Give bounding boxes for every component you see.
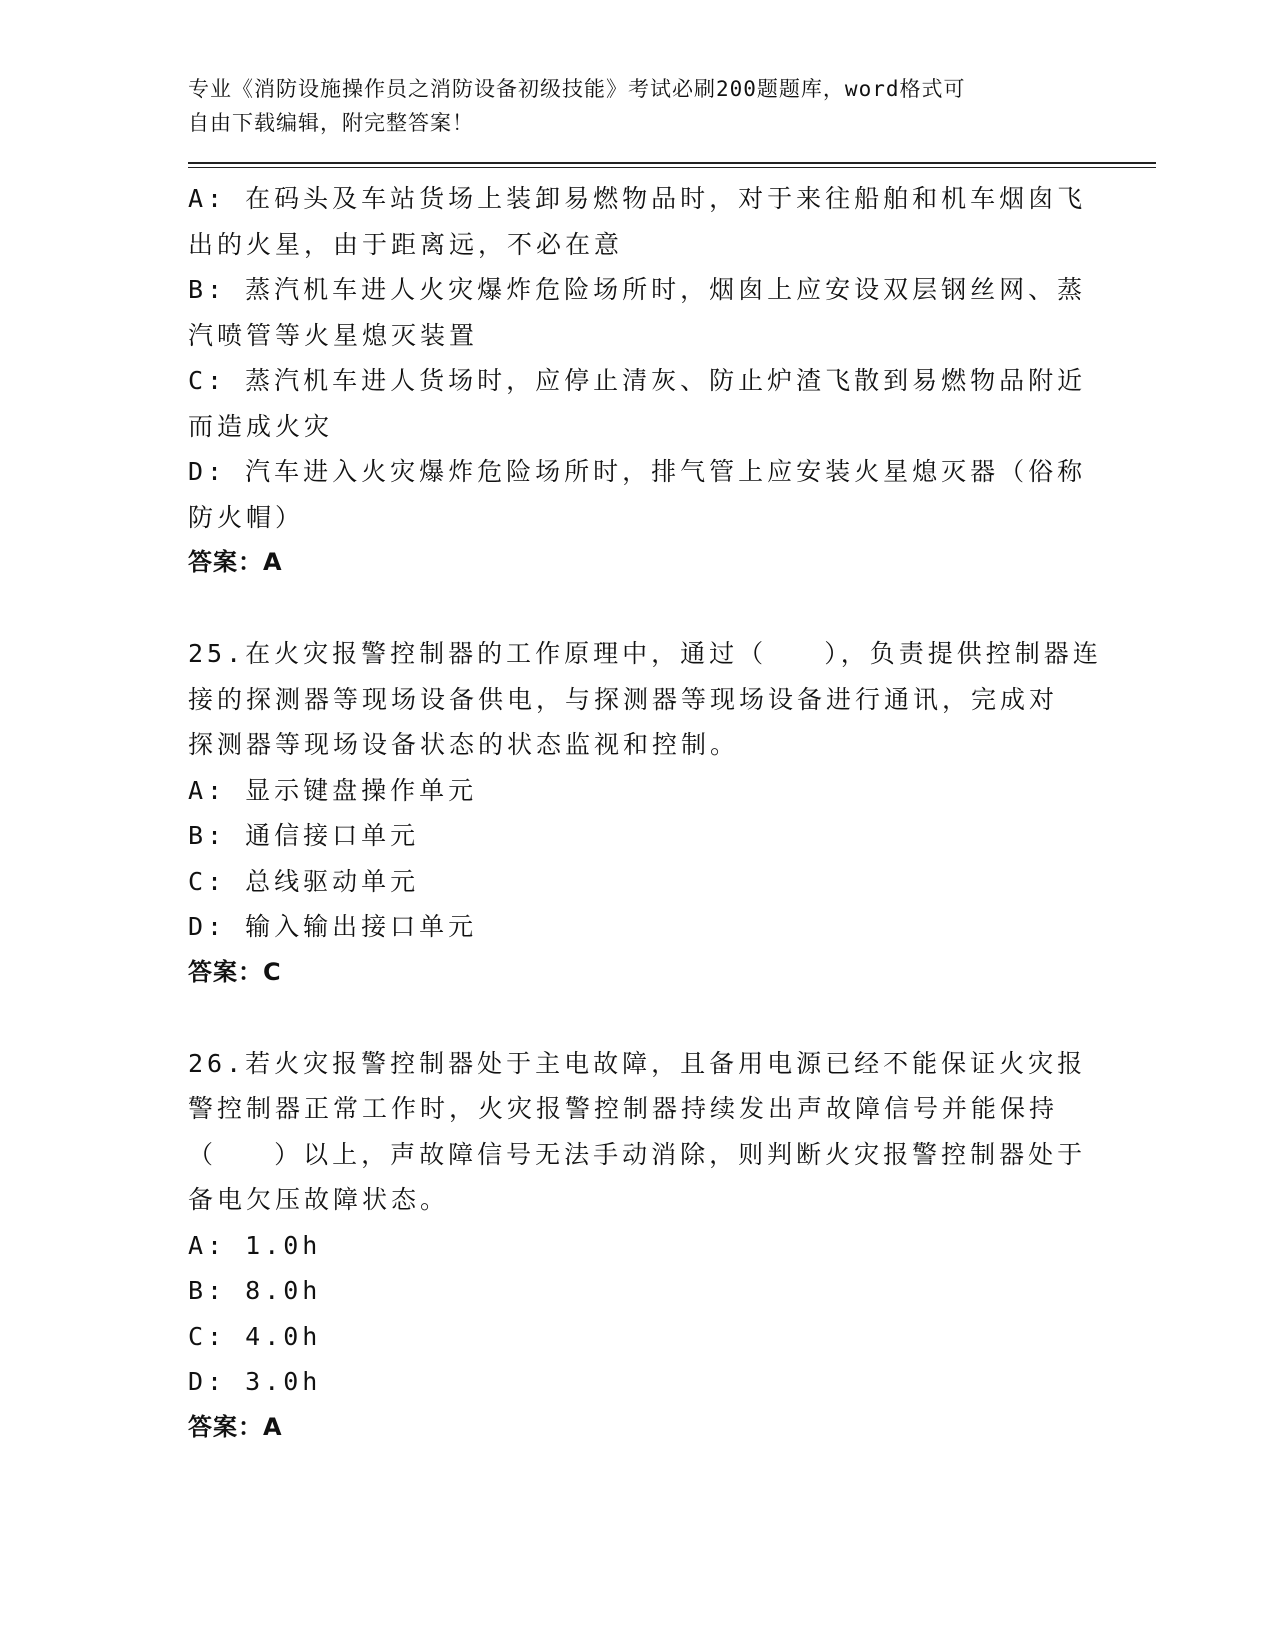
question-list (188, 176, 1102, 1450)
question-spacer (188, 586, 1068, 632)
question-24 (188, 176, 1087, 586)
option-b: B: 8.0h (188, 1276, 322, 1305)
option-a-line-1: A: 在码头及车站货场上装卸易燃物品时，对于来往船舶和机车烟囱飞 (188, 184, 1087, 213)
header-divider (188, 162, 1156, 168)
option-a: A: 显示键盘操作单元 (188, 775, 478, 805)
header-title-line-1: 专业《消防设施操作员之消防设备初级技能》考试必刷200题题库，word格式可 (188, 77, 966, 101)
question-stem-line-4: 备电欠压故障状态。 (188, 1185, 450, 1214)
answer-line: 答案：C (188, 957, 282, 986)
question-stem-line-3: （ ）以上，声故障信号无法手动消除，则判断火灾报警控制器处于 (188, 1139, 1087, 1169)
question-stem-line-1: 26.若火灾报警控制器处于主电故障，且备用电源已经不能保证火灾报 (188, 1048, 1087, 1078)
answer-line: 答案：A (188, 548, 283, 576)
header-title-line-2: 自由下载编辑，附完整答案！ (188, 111, 474, 135)
option-d-line-2: 防火帽） (188, 502, 305, 532)
answer-line: 答案：A (188, 1412, 283, 1441)
option-b-line-1: B: 蒸汽机车进人火灾爆炸危险场所时，烟囱上应安设双层钢丝网、蒸 (188, 275, 1087, 304)
option-b: B: 通信接口单元 (188, 821, 420, 850)
option-a: A: 1.0h (188, 1230, 322, 1260)
option-d: D: 输入输出接口单元 (188, 912, 478, 941)
option-c: C: 4.0h (188, 1321, 322, 1351)
document-page (188, 72, 1102, 1450)
question-26 (188, 1041, 1087, 1451)
option-c-line-1: C: 蒸汽机车进人货场时，应停止清灰、防止炉渣飞散到易燃物品附近 (188, 366, 1087, 395)
option-d: D: 3.0h (188, 1367, 322, 1396)
document-header (188, 72, 1058, 140)
question-stem-line-1: 25.在火灾报警控制器的工作原理中，通过（ ），负责提供控制器连 (188, 639, 1102, 668)
option-b-line-2: 汽喷管等火星熄灭装置 (188, 320, 479, 350)
question-stem-line-3: 探测器等现场设备状态的状态监视和控制。 (188, 730, 740, 759)
question-spacer (188, 995, 1068, 1041)
question-stem-line-2: 接的探测器等现场设备供电，与探测器等现场设备进行通讯，完成对 (188, 684, 1059, 714)
option-d-line-1: D: 汽车进入火灾爆炸危险场所时，排气管上应安装火星熄灭器（俗称 (188, 457, 1087, 486)
option-c-line-2: 而造成火灾 (188, 411, 334, 441)
question-stem-line-2: 警控制器正常工作时，火灾报警控制器持续发出声故障信号并能保持 (188, 1094, 1059, 1123)
question-25 (188, 631, 1102, 995)
option-a-line-2: 出的火星，由于距离远，不必在意 (188, 229, 624, 259)
option-c: C: 总线驱动单元 (188, 866, 420, 896)
